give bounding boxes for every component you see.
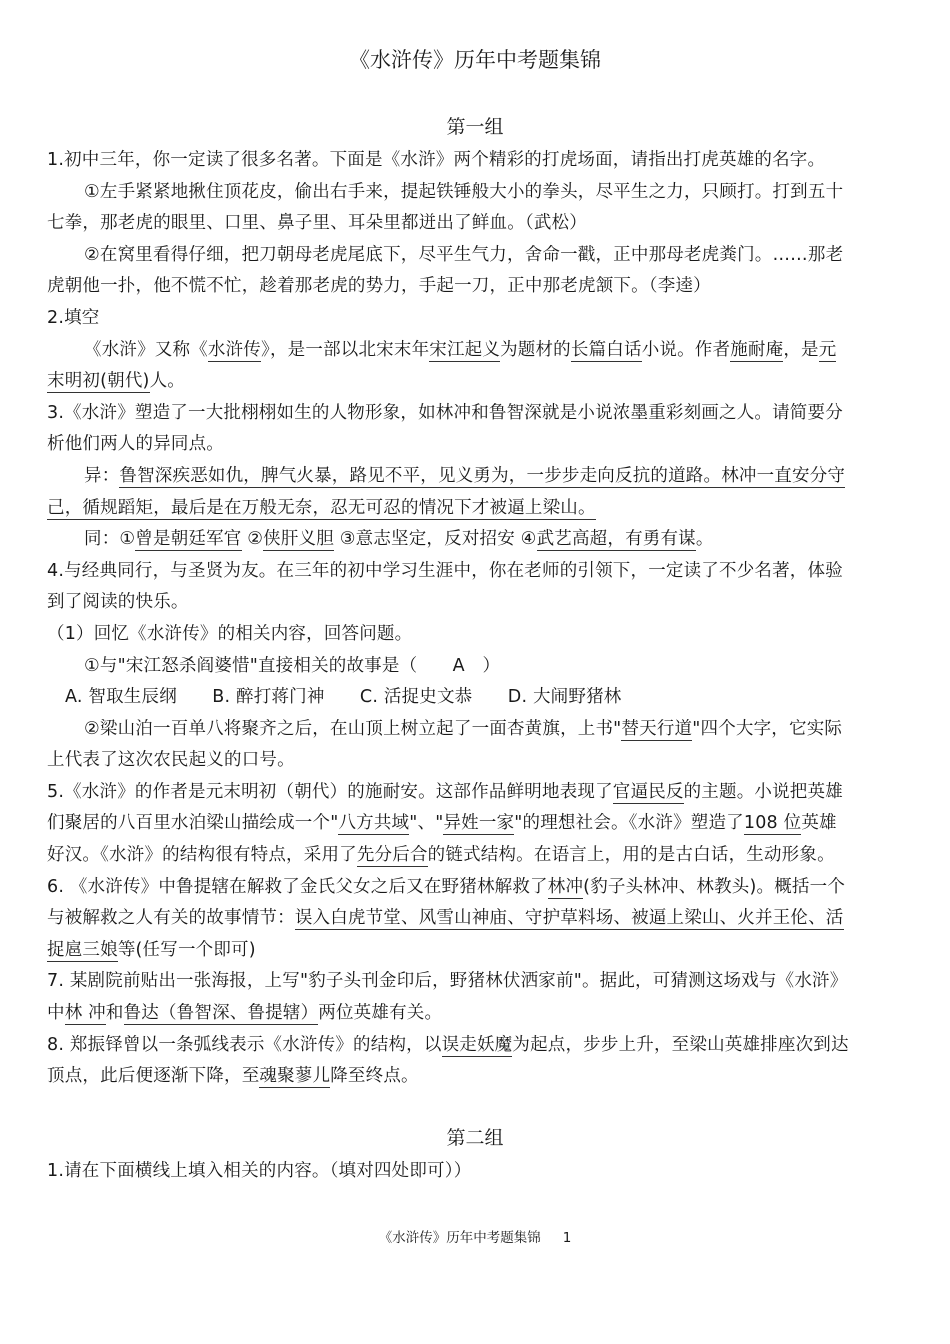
q2-fill-line-2	[47, 366, 907, 398]
text: ③意志坚定，反对招安 ④	[333, 529, 537, 550]
q4-text: 4.与经典同行，与圣贤为友。在三年的初中学习生涯中，你在老师的引领下，一定读了不少名著，体验	[47, 560, 843, 581]
text: ，是	[783, 339, 819, 360]
answer-underline: 元	[818, 339, 837, 360]
q4-options: A. 智取生辰纲 B. 醉打蒋门神 C. 活捉史文恭 D. 大闹野猪林	[65, 687, 622, 708]
answer-underline: 异姓一家	[443, 813, 515, 834]
answer-underline: 曾是朝廷军官	[135, 529, 242, 550]
q5-line-3	[47, 840, 907, 872]
q6-line-1	[47, 872, 907, 904]
text: 。	[695, 529, 714, 550]
text: ②梁山泊一百单八将聚齐之后，在山顶上树立起了一面杏黄旗，上书"	[84, 718, 622, 739]
q1-passage-1: ①左手紧紧地揪住顶花皮，偷出右手来，提起铁锤般大小的拳头，尽平生之力，只顾打。打到五十	[84, 181, 844, 202]
answer-underline: 八方共域	[338, 813, 410, 834]
text: 和	[105, 1003, 124, 1024]
section-2-content	[47, 1156, 907, 1188]
text: 《水浒》又称《	[84, 339, 208, 360]
text: (豹子头林冲、林教头)。概括一个	[583, 876, 846, 897]
answer-underline: 侠肝义胆	[263, 529, 334, 550]
answer-underline: 宋江起义	[429, 339, 501, 360]
q6-line-3	[47, 935, 907, 967]
text: 异：	[84, 465, 120, 486]
text: 5.《水浒》的作者是元末明初（朝代）的施耐安。这部作品鲜明地表现了	[47, 781, 613, 802]
text: 为题材的	[500, 339, 571, 360]
q2-heading: 2.填空	[47, 307, 100, 328]
text: 》，是一部以北宋末年	[261, 339, 430, 360]
answer-underline: 水浒传	[207, 339, 262, 360]
text: 同：①	[84, 529, 136, 550]
page-number: 1	[562, 1230, 572, 1246]
text: 8. 郑振铎曾以一条弧线表示《水浒传》的结构，以	[47, 1034, 442, 1055]
answer-underline: 林冲	[547, 876, 584, 897]
page-title: 《水浒传》历年中考题集锦	[349, 48, 601, 72]
answer-underline: 108 位	[743, 813, 802, 834]
text: 的链式结构。在语言上，用的是古白话，生动形象。	[427, 845, 835, 866]
text: 英雄	[801, 813, 837, 834]
q4-sub1: （1）回忆《水浒传》的相关内容，回答问题。	[47, 623, 413, 644]
answer-underline: 己，循规蹈矩，最后是在万般无奈，忍无可忍的情况下才被逼上梁山。	[47, 497, 596, 518]
answer-underline: 捉扈三娘	[47, 939, 118, 960]
text: "四个大字，它实际	[692, 718, 843, 739]
answer-underline: 误入白虎节堂、风雪山神庙、守护草料场、被逼上梁山、火并王伦、活	[294, 908, 844, 929]
q2-fill-line-1	[47, 335, 907, 367]
q7-line-1: 7. 某剧院前贴出一张海报，上写"豹子头刊金印后，野猪林伏洒家前"。据此，可猜测这场戏与《水浒》	[47, 971, 848, 992]
section-1-content	[47, 145, 907, 1093]
answer-underline: 末明初(朝代)	[47, 371, 150, 392]
text: 为起点，步步上升，至梁山英雄排座次到达	[512, 1034, 849, 1055]
text: 小说。作者	[641, 339, 731, 360]
text: 6. 《水浒传》中鲁提辖在解救了金氏父女之后又在野猪林解救了	[47, 876, 548, 897]
text: 两位英雄有关。	[318, 1003, 443, 1024]
q7-line-2	[47, 998, 907, 1030]
q1-passage-1-cont: 七拳，那老虎的眼里、口里、鼻子里、耳朵里都迸出了鲜血。（武松）	[47, 213, 587, 234]
page-footer	[0, 1226, 950, 1246]
answer-underline: 鲁智深疾恶如仇，脾气火暴，路见不平，见义勇为，一步步走向反抗的道路。林冲一直安分守	[119, 465, 846, 486]
q3-answer-diff-cont	[47, 493, 907, 525]
answer-underline: 施耐庵	[730, 339, 784, 360]
footer-label: 《水浒传》历年中考题集锦	[378, 1230, 541, 1246]
q1-passage-2-cont: 虎朝他一扑，他不慌不忙，趁着那老虎的势力，手起一刀，正中那老虎颔下。（李逵）	[47, 276, 711, 297]
text: 降至终点。	[330, 1066, 419, 1087]
text: 好汉。《水浒》的结构很有特点，采用了	[47, 845, 357, 866]
text: 人。	[149, 371, 185, 392]
q1-passage-2: ②在窝里看得仔细，把刀朝母老虎尾底下，尽平生气力，舍命一戳，正中那母老虎粪门。……那老	[84, 244, 844, 265]
q8-line-2	[47, 1061, 907, 1093]
q3-answer-same	[47, 524, 907, 556]
s2-q1-text: 1.请在下面横线上填入相关的内容。（填对四处即可））	[47, 1161, 472, 1181]
q5-line-1	[47, 777, 907, 809]
text: 们聚居的八百里水泊梁山描绘成一个"	[47, 813, 339, 834]
text: 与被解救之人有关的故事情节：	[47, 908, 295, 929]
answer-underline: 替天行道	[621, 718, 693, 739]
q4-sub1-item1: ①与"宋江怒杀阎婆惜"直接相关的故事是（ A ）	[84, 655, 501, 676]
q1-text: 1.初中三年，你一定读了很多名著。下面是《水浒》两个精彩的打虎场面，请指出打虎英雄的名字。	[47, 150, 826, 170]
text: 顶点，此后便逐渐下降，至	[47, 1066, 260, 1087]
q5-line-2	[47, 808, 907, 840]
q4-sub1-item2-cont: 上代表了这次农民起义的口号。	[47, 750, 295, 771]
answer-underline: 误走妖魔	[441, 1034, 513, 1055]
q3-text-cont: 析他们两人的异同点。	[47, 434, 224, 455]
q4-sub1-item2	[47, 714, 907, 746]
q6-line-2	[47, 903, 907, 935]
text: "的理想社会。《水浒》塑造了	[514, 813, 744, 834]
answer-underline: 长篇白话	[570, 339, 642, 360]
answer-underline: 林 冲	[64, 1003, 106, 1024]
q3-text: 3.《水浒》塑造了一大批栩栩如生的人物形象，如林冲和鲁智深就是小说浓墨重彩刻画之人。请简要分	[47, 402, 843, 423]
q8-line-1	[47, 1030, 907, 1062]
q4-text-cont: 到了阅读的快乐。	[47, 592, 189, 613]
text: 中	[47, 1003, 65, 1024]
text: ②	[241, 529, 264, 550]
text: "、"	[409, 813, 444, 834]
text: 等(任写一个即可)	[117, 939, 256, 960]
answer-underline: 先分后合	[356, 845, 428, 866]
text: 的主题。小说把英雄	[683, 781, 843, 802]
section-1-title: 第一组	[446, 116, 504, 138]
section-2-title: 第二组	[446, 1127, 504, 1149]
answer-underline: 武艺高超，有勇有谋	[536, 529, 696, 550]
answer-underline: 鲁达（鲁智深、鲁提辖）	[123, 1003, 319, 1024]
answer-underline: 官逼民反	[612, 781, 684, 802]
q3-answer-diff	[47, 461, 907, 493]
answer-underline: 魂聚蓼儿	[259, 1066, 331, 1087]
